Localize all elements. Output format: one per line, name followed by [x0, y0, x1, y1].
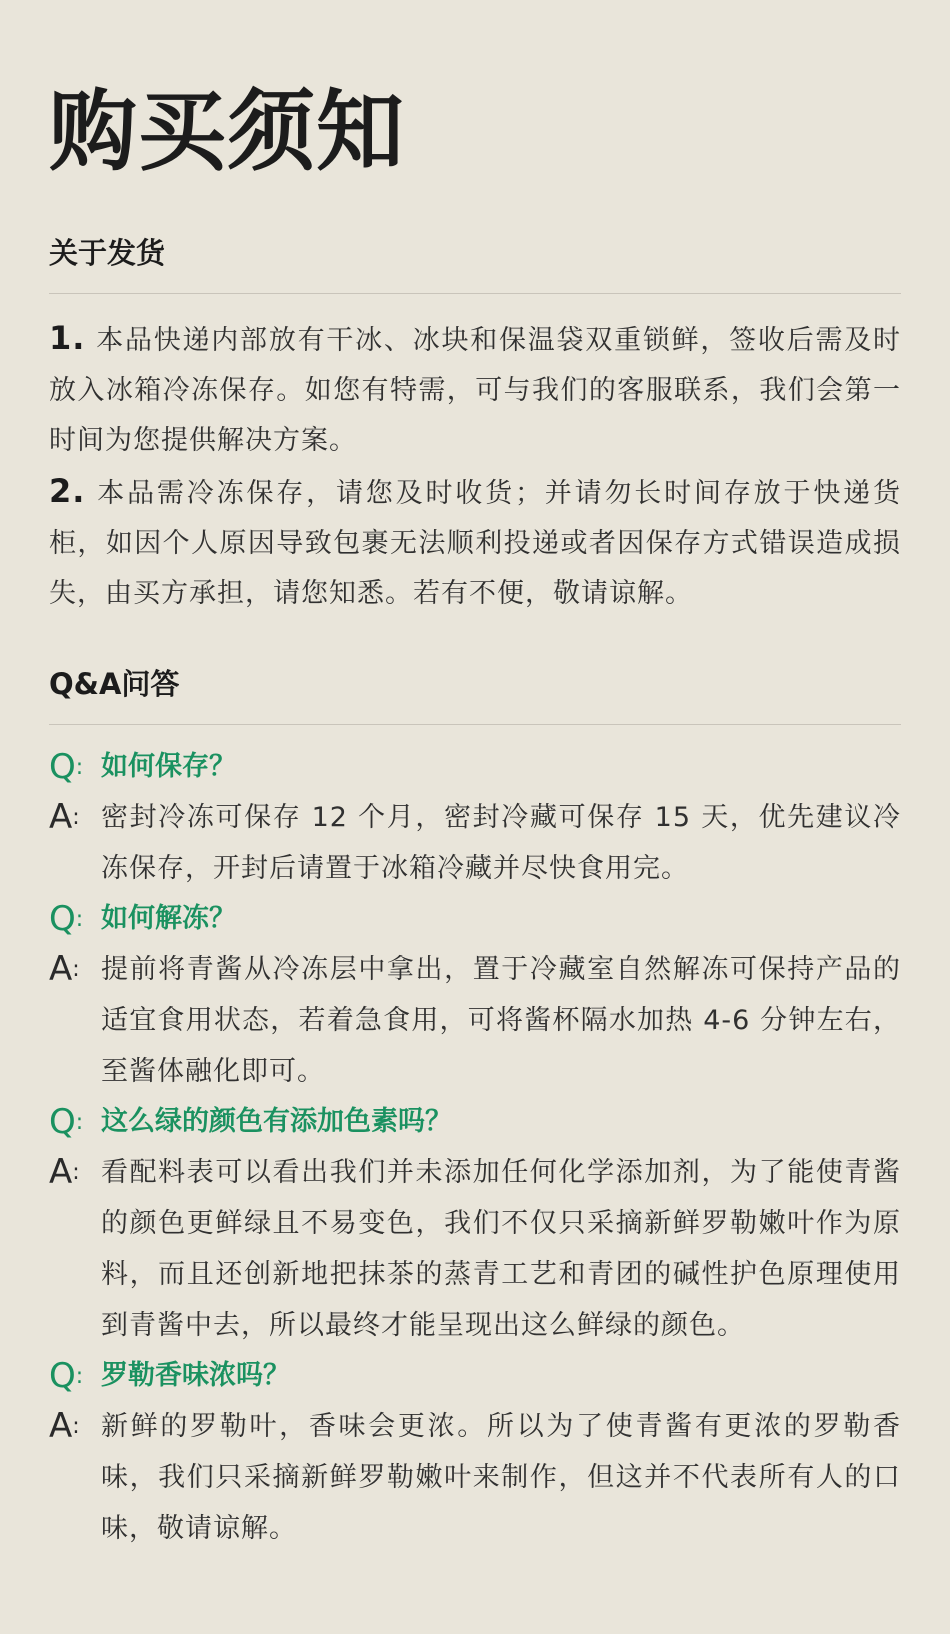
- qa-item: [49, 894, 901, 1097]
- answer-row: [49, 792, 901, 894]
- qa-item: [49, 1097, 901, 1351]
- shipping-divider: [49, 293, 901, 294]
- question-row: [49, 894, 901, 944]
- answer-text: 新鲜的罗勒叶，香味会更浓。所以为了使青酱有更浓的罗勒香味，我们只采摘新鲜罗勒嫩叶来制作，但这并不代表所有人的口味，敬请谅解。: [101, 1411, 901, 1544]
- qa-item: [49, 742, 901, 894]
- question-marker: Q:: [49, 1102, 84, 1142]
- shipping-notice-item: [49, 466, 901, 619]
- question-text: 如何解冻？: [101, 903, 236, 934]
- answer-row: [49, 944, 901, 1097]
- question-text: 这么绿的颜色有添加色素吗？: [101, 1106, 452, 1137]
- shipping-notice-list: [49, 313, 901, 619]
- answer-text: 密封冷冻可保存 12 个月，密封冷藏可保存 15 天，优先建议冷冻保存，开封后请置于冰箱冷藏并尽快食用完。: [101, 802, 901, 884]
- answer-row: [49, 1401, 901, 1554]
- answer-row: [49, 1147, 901, 1351]
- notice-item-text: 本品需冷冻保存，请您及时收货；并请勿长时间存放于快递货柜，如因个人原因导致包裹无法顺利投递或者因保存方式错误造成损失，由买方承担，请您知悉。若有不便，敬请谅解。: [49, 478, 901, 609]
- answer-marker: A:: [49, 797, 80, 837]
- question-text: 罗勒香味浓吗？: [101, 1360, 290, 1391]
- question-row: [49, 742, 901, 792]
- qa-divider: [49, 724, 901, 725]
- question-row: [49, 1351, 901, 1401]
- qa-item: [49, 1351, 901, 1554]
- answer-marker: A:: [49, 949, 80, 989]
- notice-item-text: 本品快递内部放有干冰、冰块和保温袋双重锁鲜，签收后需及时放入冰箱冷冻保存。如您有特需，可与我们的客服联系，我们会第一时间为您提供解决方案。: [49, 325, 901, 456]
- notice-item-number: 1.: [49, 319, 86, 357]
- answer-marker: A:: [49, 1406, 80, 1446]
- question-marker: Q:: [49, 1356, 84, 1396]
- question-marker: Q:: [49, 747, 84, 787]
- answer-text: 看配料表可以看出我们并未添加任何化学添加剂，为了能使青酱的颜色更鲜绿且不易变色，我们不仅只采摘新鲜罗勒嫩叶作为原料，而且还创新地把抹茶的蒸青工艺和青团的碱性护色原理使用到青酱中去，所以最终才能呈现出这么鲜绿的颜色。: [101, 1157, 901, 1341]
- qa-section-title: Q&A问答: [49, 667, 180, 701]
- answer-text: 提前将青酱从冷冻层中拿出，置于冷藏室自然解冻可保持产品的适宜食用状态，若着急食用，可将酱杯隔水加热 4-6 分钟左右，至酱体融化即可。: [101, 954, 901, 1087]
- notice-item-number: 2.: [49, 472, 86, 510]
- shipping-section-title: 关于发货: [49, 236, 166, 270]
- qa-list: [49, 742, 901, 1554]
- question-marker: Q:: [49, 899, 84, 939]
- question-text: 如何保存？: [101, 751, 236, 782]
- page-title: 购买须知: [49, 80, 406, 183]
- shipping-notice-item: [49, 313, 901, 466]
- answer-marker: A:: [49, 1152, 80, 1192]
- question-row: [49, 1097, 901, 1147]
